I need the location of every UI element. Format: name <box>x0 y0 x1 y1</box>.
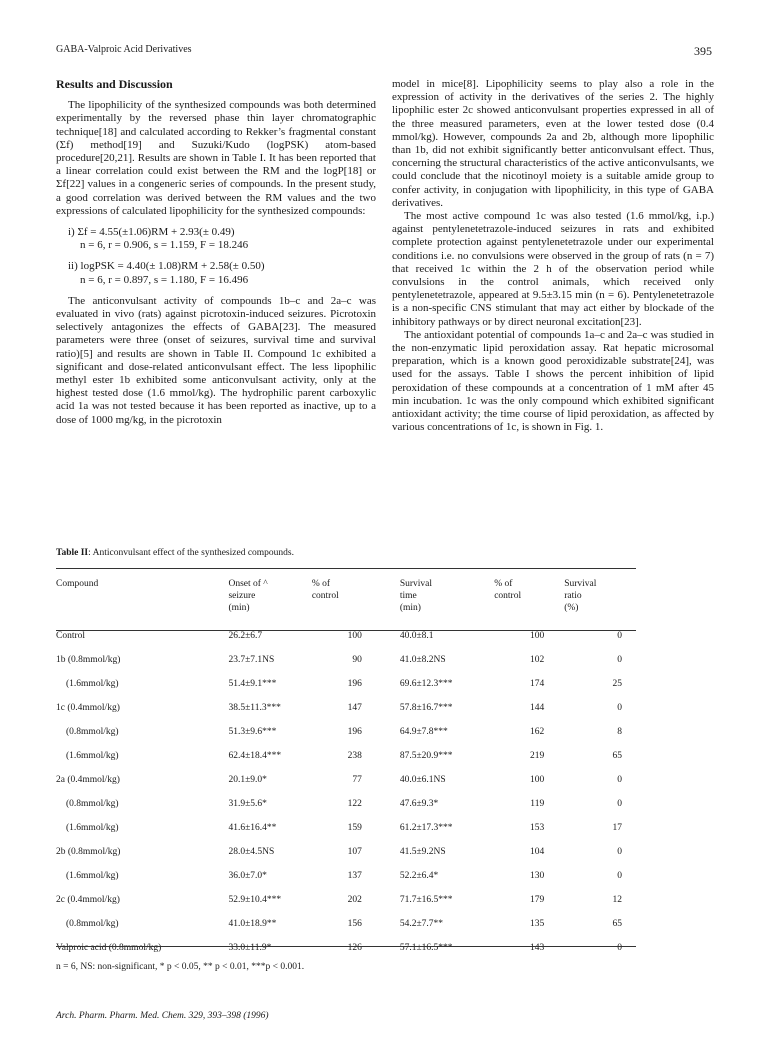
cell-percent-control-2: 219 <box>529 751 545 761</box>
cell-compound: (1.6mmol/kg) <box>66 679 119 689</box>
cell-percent-control-1: 126 <box>347 943 362 953</box>
cell-survival-ratio: 0 <box>617 655 622 665</box>
cell-percent-control-1: 196 <box>347 727 362 737</box>
header-compound: Compound <box>56 579 99 589</box>
cell-survival-ratio: 0 <box>617 847 622 857</box>
header-onset: Onset of ^ seizure (min) <box>228 579 268 613</box>
cell-percent-control-2: 100 <box>529 775 545 785</box>
cell-percent-control-2: 130 <box>529 871 545 881</box>
cell-survival-ratio: 0 <box>617 871 622 881</box>
table-row <box>56 936 636 960</box>
cell-compound: (1.6mmol/kg) <box>66 751 119 761</box>
table-footnote: n = 6, NS: non-significant, * p < 0.05, ** p < 0.01, ***p < 0.001. <box>56 962 305 972</box>
cell-survival-ratio: 17 <box>612 823 622 833</box>
cell-onset: 23.7±7.1NS <box>228 655 275 665</box>
table-bottom-rule <box>56 946 636 947</box>
cell-onset: 38.5±11.3*** <box>228 703 281 713</box>
cell-survival-ratio: 25 <box>612 679 622 689</box>
journal-citation: Arch. Pharm. Pharm. Med. Chem. 329, 393–398 (1996) <box>56 1011 269 1021</box>
header-survival-ratio: Survival ratio (%) <box>564 579 597 613</box>
cell-survival-time: 54.2±7.7** <box>399 919 444 929</box>
cell-survival-time: 57.8±16.7*** <box>399 703 453 713</box>
cell-onset: 20.1±9.0* <box>228 775 267 785</box>
cell-onset: 41.0±18.9** <box>228 919 277 929</box>
cell-survival-ratio: 0 <box>617 799 622 809</box>
cell-compound: Control <box>56 631 86 641</box>
table-row <box>56 720 636 744</box>
cell-percent-control-2: 100 <box>529 631 545 641</box>
cell-survival-time: 41.5±9.2NS <box>399 847 446 857</box>
table-caption-label: Table II <box>56 548 89 558</box>
paragraph-antioxidant: The antioxidant potential of compounds 1a–c and 2a–c was studied in the non-enzymatic lipid peroxidation assay. Rat hepatic microsomal preparation, which is a known good peroxidizable substrate[24], was used for the assays. Table I shows the percent inhibition of lipid peroxidation of these compounds at a concentration of 1 mM after 45 min incubation. 1c was the only compound which exhibited significant antioxidant activity; the time course of lipid peroxidation, as affected by various concentrations of 1c, is shown in Fig. 1. <box>392 328 714 434</box>
cell-onset: 41.6±16.4** <box>228 823 277 833</box>
running-header <box>56 44 712 58</box>
page-number: 395 <box>694 44 712 58</box>
cell-survival-ratio: 0 <box>617 943 622 953</box>
paragraph-anticonvulsant: The anticonvulsant activity of compounds 1b–c and 2a–c was evaluated in vivo (rats) against picrotoxin-induced seizures. Picrotoxin selectively antagonizes the effects of GABA[23]. The measured parameters were three (onset of seizures, survival time and survival ratio)[5] and results are shown in Table II. Compound 1c exhibited a significant and dose-related anticonvulsant effect. The less lipophilic methyl ester 1b exhibited some anticonvulsant activity, only at the highest tested dose (1.6 mmol/kg). The hydrophilic parent carboxylic acid 1a was not tested because it has been reported as inactive, up to a dose of 1000 mg/kg, in the picrotoxin <box>56 294 376 426</box>
cell-percent-control-2: 179 <box>529 895 545 905</box>
cell-percent-control-2: 143 <box>529 943 545 953</box>
cell-percent-control-2: 144 <box>529 703 545 713</box>
cell-compound: (0.8mmol/kg) <box>66 727 119 737</box>
cell-percent-control-1: 90 <box>352 655 362 665</box>
cell-onset: 31.9±5.6* <box>228 799 267 809</box>
cell-compound: 1c (0.4mmol/kg) <box>56 703 120 713</box>
table-row <box>56 648 636 672</box>
equation-2 <box>56 260 376 286</box>
cell-percent-control-2: 104 <box>529 847 545 857</box>
right-column <box>392 78 714 434</box>
paragraph-lipophilicity: The lipophilicity of the synthesized compounds was both determined experimentally by the reversed phase thin layer chromatographic technique[18] and calculated according to Rekker’s fragmental constant (Σf) method[19] and Suzuki/Kudo (logPSK) atom-based procedure[20,21]. Results are shown in Table I. It has been reported that a linear correlation could exist between the RM and the logP[18] or Σf[22] values in a congeneric series of compounds. In the present study, a good correlation was derived between the RM values and the two expressions of calculated lipophilicity for the synthesized compounds: <box>56 99 376 217</box>
cell-survival-ratio: 65 <box>612 751 622 761</box>
cell-survival-ratio: 12 <box>612 895 622 905</box>
cell-survival-time: 57.1±16.5*** <box>399 943 453 953</box>
equation-1-main: i) Σf = 4.55(±1.06)RM + 2.93(± 0.49) <box>68 226 235 239</box>
cell-compound: 2a (0.4mmol/kg) <box>56 775 120 785</box>
cell-compound: (1.6mmol/kg) <box>66 871 119 881</box>
cell-percent-control-2: 153 <box>529 823 545 833</box>
cell-survival-time: 61.2±17.3*** <box>399 823 453 833</box>
cell-percent-control-1: 100 <box>347 631 362 641</box>
cell-percent-control-2: 135 <box>529 919 545 929</box>
cell-survival-time: 41.0±8.2NS <box>399 655 446 665</box>
table-caption-text: : Anticonvulsant effect of the synthesized compounds. <box>88 548 295 558</box>
cell-onset: 62.4±18.4*** <box>228 751 282 761</box>
table-row <box>56 624 636 648</box>
cell-percent-control-1: 137 <box>347 871 362 881</box>
cell-survival-time: 40.0±8.1 <box>399 631 434 641</box>
equation-2-stats: n = 6, r = 0.897, s = 1.180, F = 16.496 <box>80 273 249 286</box>
cell-survival-time: 40.0±6.1NS <box>399 775 446 785</box>
table-body <box>56 624 636 960</box>
table-header-rule <box>56 630 636 631</box>
cell-percent-control-1: 147 <box>347 703 362 713</box>
paragraph-pentylenetetrazole: The most active compound 1c was also tested (1.6 mmol/kg, i.p.) against pentylenetetrazole-induced seizures in rats and exhibited complete protection against pentylenetetrazole under our experimental conditions i.e. no convulsions were observed in the group of rats (n = 7) that received 1c within the 2 h of the observation period while convulsions in the control animals, which received only pentylenetetrazole, appeared at 9.5±3.15 min (n = 6). Pentylenetetrazole is a non-specific CNS stimulant that may act either by blockade of the inhibitory pathways or by direct neuronal excitation[23]. <box>392 210 714 328</box>
cell-percent-control-2: 174 <box>529 679 545 689</box>
cell-compound: 2b (0.8mmol/kg) <box>56 847 121 857</box>
table-top-rule <box>56 568 636 569</box>
cell-survival-ratio: 8 <box>617 727 622 737</box>
cell-percent-control-2: 162 <box>529 727 545 737</box>
cell-survival-ratio: 0 <box>617 703 622 713</box>
cell-onset: 52.9±10.4*** <box>228 895 282 905</box>
cell-percent-control-1: 107 <box>347 847 362 857</box>
cell-percent-control-1: 202 <box>347 895 362 905</box>
table-row <box>56 888 636 912</box>
table-row <box>56 864 636 888</box>
cell-survival-time: 64.9±7.8*** <box>399 727 448 737</box>
cell-percent-control-2: 102 <box>529 655 545 665</box>
cell-percent-control-1: 156 <box>347 919 362 929</box>
cell-compound: (0.8mmol/kg) <box>66 799 119 809</box>
cell-percent-control-1: 159 <box>347 823 362 833</box>
section-title: Results and Discussion <box>56 77 173 91</box>
cell-survival-ratio: 65 <box>612 919 622 929</box>
cell-percent-control-1: 77 <box>352 775 362 785</box>
header-survival-time: Survival time (min) <box>399 579 433 613</box>
table-row <box>56 792 636 816</box>
table-caption <box>56 548 294 558</box>
table-row <box>56 696 636 720</box>
table-row <box>56 816 636 840</box>
cell-survival-ratio: 0 <box>617 631 622 641</box>
cell-compound: Valproic acid (0.8mmol/kg) <box>56 943 162 953</box>
table-row <box>56 744 636 768</box>
cell-survival-ratio: 0 <box>617 775 622 785</box>
running-title: GABA-Valproic Acid Derivatives <box>56 44 192 55</box>
cell-onset: 26.2±6.7 <box>228 631 263 641</box>
table-row <box>56 672 636 696</box>
table-row <box>56 912 636 936</box>
cell-onset: 36.0±7.0* <box>228 871 267 881</box>
table-row <box>56 840 636 864</box>
cell-percent-control-1: 122 <box>347 799 362 809</box>
left-column <box>56 78 376 427</box>
cell-onset: 51.3±9.6*** <box>228 727 277 737</box>
equation-2-main: ii) logPSK = 4.40(± 1.08)RM + 2.58(± 0.50) <box>68 260 265 273</box>
equation-1 <box>56 226 376 252</box>
cell-compound: 1b (0.8mmol/kg) <box>56 655 121 665</box>
paragraph-picrotoxin-model: model in mice[8]. Lipophilicity seems to play also a role in the expression of activity in the derivatives of the series 2. The highly lipophilic ester 2c showed anticonvulsant properties expressed in all of the three measured parameters, even at the lower tested dose (0.4 mmol/kg). However, compounds 2a and 2b, although more lipophilic than 1b, did not exhibit significantly better anticonvulsant effect. Thus, concerning the structural characteristics of the active anticonvulsants, we could conclude that the nicotinoyl moiety is a suitable amide group to confer activity, in conjugation with lipophilicity, in this type of GABA derivatives. <box>392 78 714 209</box>
cell-survival-time: 47.6±9.3* <box>399 799 439 809</box>
cell-survival-time: 87.5±20.9*** <box>399 751 453 761</box>
cell-survival-time: 71.7±16.5*** <box>399 895 453 905</box>
cell-survival-time: 52.2±6.4* <box>399 871 439 881</box>
cell-compound: (0.8mmol/kg) <box>66 919 119 929</box>
cell-percent-control-2: 119 <box>530 799 545 809</box>
cell-percent-control-1: 238 <box>347 751 362 761</box>
anticonvulsant-table <box>56 574 636 960</box>
cell-compound: (1.6mmol/kg) <box>66 823 119 833</box>
cell-compound: 2c (0.4mmol/kg) <box>56 895 120 905</box>
equation-1-stats: n = 6, r = 0.906, s = 1.159, F = 18.246 <box>80 239 249 252</box>
header-percent-control-1: % of control <box>311 579 339 601</box>
cell-onset: 28.0±4.5NS <box>228 847 275 857</box>
cell-percent-control-1: 196 <box>347 679 362 689</box>
cell-onset: 51.4±9.1*** <box>228 679 277 689</box>
header-percent-control-2: % of control <box>494 579 522 601</box>
table-row <box>56 768 636 792</box>
cell-survival-time: 69.6±12.3*** <box>399 679 453 689</box>
cell-onset: 33.0±11.9* <box>228 943 272 953</box>
